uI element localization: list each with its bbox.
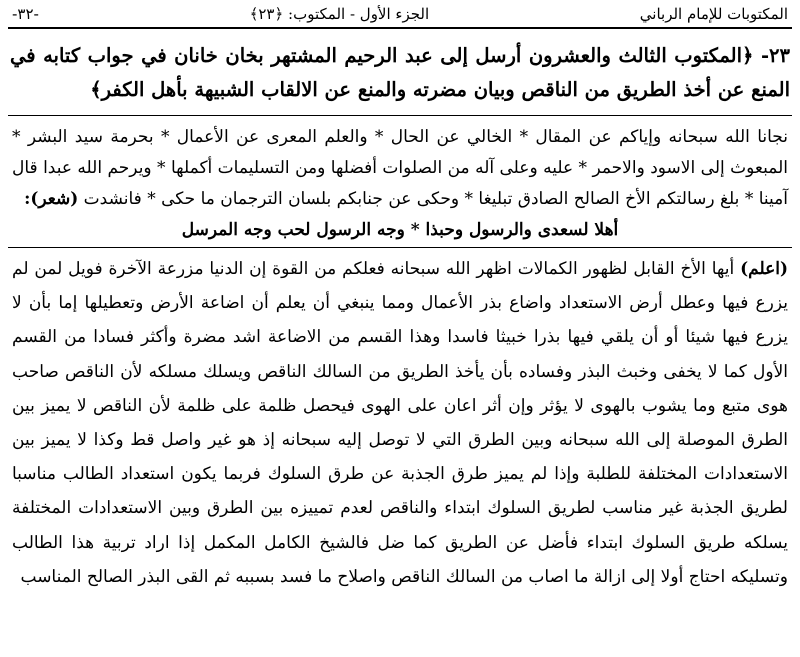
intro-text: نجانا الله سبحانه وإياكم عن المقال * الخالي عن الحال * والعلم المعرى عن الأعمال * بحرمة سيد البشر * المبعوث إلى الاسود والاحمر * عليه وعلى آله من الصلوات أفضلها ومن التسليمات أكملها * ويرحم الله عبدا قال آمينا * بلغ رسالتكم الأخ الصالح الصادق تبليغا * وحكى عن جنابكم بلسان الترجمان ما حكى * فانشدت xyxy=(12,127,788,209)
main-text: أيها الأخ القابل لظهور الكمالات اظهر الله سبحانه فعلكم من القوة إن الدنيا مزرعة الآخرة فويل لمن لم يزرع فيها وعطل أرض الاستعداد واضاع بذر الأعمال ومما ينبغي أن يعلم أن اضاعة الأرض وتعطيلها إما بأن لا يزرع فيها شيئا أو أن يلقي فيها بذرا خبيثا فاسدا وهذا القسم من الاضاعة اشد مضرة وأكثر فسادا من القسم الأول كما لا يخفى وخبث البذر وفساده بأن يأخذ الطريق من السالك الناقص ويسلك مسلكه لأن الناقص صاحب هوى متبع وما يشوب بالهوى لا يؤثر وإن أثر اعان على الهوى فيحصل ظلمة على ظلمة لأن الناقص لا يميز بين الطرق الموصلة إلى الله سبحانه وبين الطرق التي لا توصل إليه سبحانه إذ هو غير واصل قط وكذا لا يميز بين الاستعدادات المختلفة للطلبة وإذا لم يميز طرق الجذبة عن طرق السلوك فربما يكون استعداد الطالب مناسبا لطريق الجذبة غير مناسب لطريق السلوك ابتداء والناقص لعدم تمييزه بين الطرق وبين الاستعدادات المختلفة يسلكه طريق السلوك ابتداء فأضل عن الطريق كما ضل فالشيخ الكامل المكمل إذا اراد تربية هذا الطالب وتسليكه احتاج أولا إلى ازالة ما اصاب من السالك الناقص واصلاح ما فسد بسببه ثم القى البذر الصالح المناسب xyxy=(12,259,788,587)
poetry-verse: أهلا لسعدى والرسول وحبذا * وجه الرسول لحب وجه المرسل xyxy=(181,220,619,240)
page-number: -٣٢- xyxy=(12,4,39,23)
intro-paragraph xyxy=(8,122,792,215)
opening-word: (اعلم) xyxy=(740,259,788,279)
book-title: المكتوبات للإمام الرباني xyxy=(639,4,788,23)
running-header xyxy=(8,0,792,29)
letter-heading: ٢٣- ﴿المكتوب الثالث والعشرون أرسل إلى عبد الرحيم المشتهر بخان خانان في جواب كتابه في المنع عن أخذ الطريق من الناقص وبيان مضرته والمنع عن الالقاب الشبيهة بأهل الكفر﴾ xyxy=(10,44,790,101)
poetry-label: (شعر): xyxy=(24,189,79,209)
part-and-letter: الجزء الأول - المكتوب: ﴿٢٣﴾ xyxy=(249,4,430,23)
main-paragraph xyxy=(8,252,792,594)
heading-divider xyxy=(8,115,792,116)
verse-divider xyxy=(8,247,792,248)
